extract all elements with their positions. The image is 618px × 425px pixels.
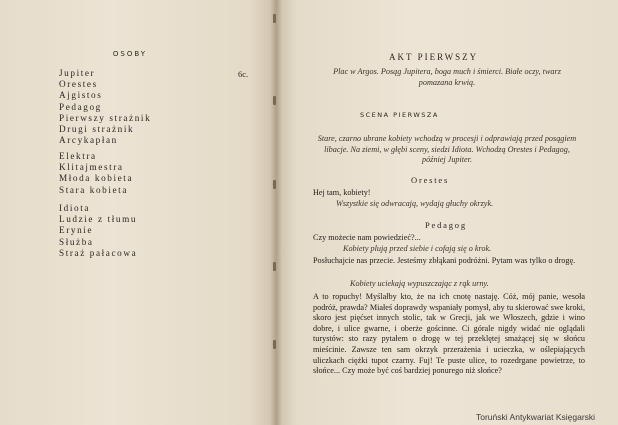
book-gutter bbox=[270, 0, 282, 425]
binding-stitch bbox=[273, 262, 276, 271]
speaker-name: Pedagog bbox=[425, 220, 467, 230]
cast-member: Elektra bbox=[59, 151, 97, 161]
stage-direction: Kobiety uciekają wypuszczając z rąk urny. bbox=[350, 279, 489, 288]
cast-member: Arcykapłan bbox=[59, 135, 118, 146]
cast-list-group bbox=[59, 203, 137, 259]
cast-member: Ludzie z tłumu bbox=[59, 214, 138, 225]
binding-stitch bbox=[273, 14, 276, 23]
page-marker: 6c. bbox=[238, 69, 249, 79]
dialogue-line: Czy możecie nam powiedzieć?... bbox=[313, 233, 421, 242]
cast-member: Młoda kobieta bbox=[59, 173, 134, 184]
watermark: Toruński Antykwariat Księgarski bbox=[476, 412, 596, 422]
cast-list-group bbox=[59, 151, 133, 196]
opening-stage-direction: Plac w Argos. Posąg Jupitera, boga much i śmierci. Białe oczy, twarz pomazana krwią. bbox=[333, 67, 561, 87]
speaker-name: Orestes bbox=[411, 175, 450, 185]
dialogue-line: Hej tam, kobiety! bbox=[313, 188, 371, 197]
cast-member: Idiota bbox=[59, 203, 91, 213]
cast-member: Pierwszy strażnik bbox=[59, 112, 152, 123]
binding-stitch bbox=[273, 96, 276, 105]
cast-member: Pedagog bbox=[59, 101, 102, 112]
cast-member: Orestes bbox=[59, 79, 98, 90]
scene-stage-direction: Stare, czarno ubrane kobiety wchodzą w procesji i odprawiają przed posągiem libacje. Na ziemi, w głębi sceny, siedzi Idiota. Wchodzą Orestes i Pedagog, później Jupiter. bbox=[317, 134, 577, 165]
left-page bbox=[0, 0, 276, 425]
cast-list-group bbox=[59, 68, 151, 146]
dialogue-paragraph: A to ropuchy! Myślałby kto, że na ich cnotę nastaję. Cóż, mój panie, wesoła podróż, prawda? Miałeś doprawdy wspaniały pomysł, aby tu skierować swe kroki, skoro jest pięćset innych stolic, tak w Grecji, jak we Włoszech, gdzie i wino dobre, i ulice gwarne, i oberże gościnne. Ci górale nigdy widać nie oglądali turystów: sto razy pytałem o drogę w tej przeklętej smażącej się w słońcu mieścinie. Zawsze ten sam okrzyk przerażenia i ucieczka, w oślepiających uliczkach ciężki tupot czarny. Fuj! Te puste ulice, to rozedrgane powietrze, to słońce... Czy może być coś bardziej ponurego niż słońce? bbox=[313, 292, 585, 376]
cast-member: Stara kobieta bbox=[59, 184, 129, 195]
scene-title: SCENA PIERWSZA bbox=[360, 111, 439, 119]
stage-direction: Kobiety plują przed siebie i cofają się o krok. bbox=[343, 244, 492, 253]
binding-stitch bbox=[273, 340, 276, 349]
cast-member: Erynie bbox=[59, 225, 94, 236]
cast-member: Ajgistos bbox=[59, 90, 103, 101]
binding-stitch bbox=[273, 180, 276, 189]
cast-heading: OSOBY bbox=[112, 50, 148, 58]
cast-member: Drugi strażnik bbox=[59, 124, 135, 135]
dialogue-line: Posłuchajcie nas przecie. Jesteśmy zbłąkani podróżni. Pytam was tylko o drogę. bbox=[313, 256, 576, 265]
cast-member: Jupiter bbox=[59, 68, 96, 78]
cast-member: Klitajmestra bbox=[59, 162, 124, 173]
stage-direction: Wszystkie się odwracają, wydają głuchy okrzyk. bbox=[336, 199, 494, 208]
cast-member: Straż pałacowa bbox=[59, 247, 138, 258]
cast-member: Służba bbox=[59, 236, 94, 247]
act-title: AKT PIERWSZY bbox=[389, 52, 479, 62]
